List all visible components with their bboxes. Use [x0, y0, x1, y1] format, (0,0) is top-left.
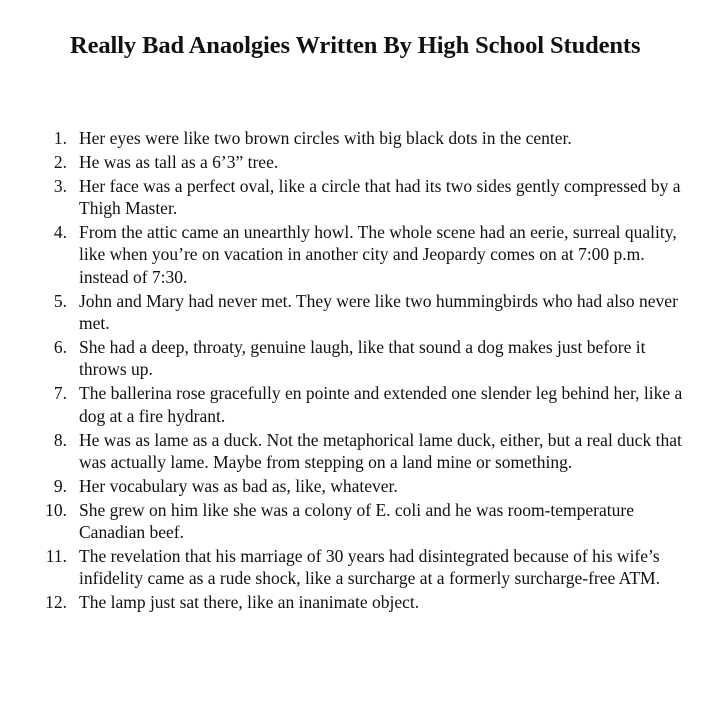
list-item — [0, 290, 720, 335]
list-item-text: Her eyes were like two brown circles with big black dots in the center. — [79, 128, 572, 148]
list-item-text: John and Mary had never met. They were like two hummingbirds who had also never met. — [79, 290, 678, 334]
list-item — [0, 175, 720, 220]
list-item-number: 1. — [53, 128, 67, 148]
list-item-text: The ballerina rose gracefully en pointe and extended one slender leg behind her, like a dog at a fire hydrant. — [79, 383, 683, 426]
list-item — [0, 545, 720, 590]
list-item-number: 2. — [53, 151, 67, 172]
list-item — [0, 475, 720, 498]
list-item — [0, 499, 720, 544]
document-title: Really Bad Anaolgies Written By High School Students — [70, 32, 641, 59]
list-item-text: He was as tall as a 6’3” tree. — [79, 151, 279, 172]
list-item-number: 8. — [53, 429, 67, 450]
list-item-text: She grew on him like she was a colony of E. coli and he was room-temperature Canadian beef. — [79, 499, 634, 543]
list-item-number: 9. — [53, 475, 67, 496]
list-item — [0, 221, 720, 289]
list-item-text: She had a deep, throaty, genuine laugh, like that sound a dog makes just before it throws up. — [79, 336, 646, 380]
list-item-text: From the attic came an unearthly howl. The whole scene had an eerie, surreal quality, like when you’re on vacation in another city and Jeopardy comes on at 7:00 p.m. instead of 7:30. — [79, 221, 677, 287]
list-item — [0, 151, 720, 174]
list-item-text: Her face was a perfect oval, like a circle that had its two sides gently compressed by a Thigh Master. — [79, 175, 681, 219]
list-item-text: The lamp just sat there, like an inanimate object. — [79, 592, 420, 613]
list-item-text: He was as lame as a duck. Not the metaphorical lame duck, either, but a real duck that was actually lame. Maybe from stepping on a land mine or something. — [79, 429, 682, 473]
list-item — [0, 591, 720, 614]
list-item-number: 12. — [45, 592, 67, 613]
list-item-number: 5. — [53, 290, 67, 311]
list-item — [0, 429, 720, 474]
list-item-number: 3. — [53, 175, 67, 196]
analogy-list — [0, 127, 720, 615]
list-item — [0, 382, 720, 427]
list-item-number: 11. — [45, 545, 67, 566]
list-item — [0, 127, 720, 150]
list-item — [0, 336, 720, 381]
list-item-number: 4. — [53, 221, 67, 242]
list-item-text: Her vocabulary was as bad as, like, whatever. — [79, 475, 398, 496]
list-item-text: The revelation that his marriage of 30 years had disintegrated because of his wife’s infidelity came as a rude shock, like a surcharge at a formerly surcharge-free ATM. — [79, 545, 660, 589]
list-item-number: 6. — [53, 336, 67, 357]
list-item-number: 10. — [45, 499, 67, 520]
list-item-number: 7. — [53, 383, 67, 404]
